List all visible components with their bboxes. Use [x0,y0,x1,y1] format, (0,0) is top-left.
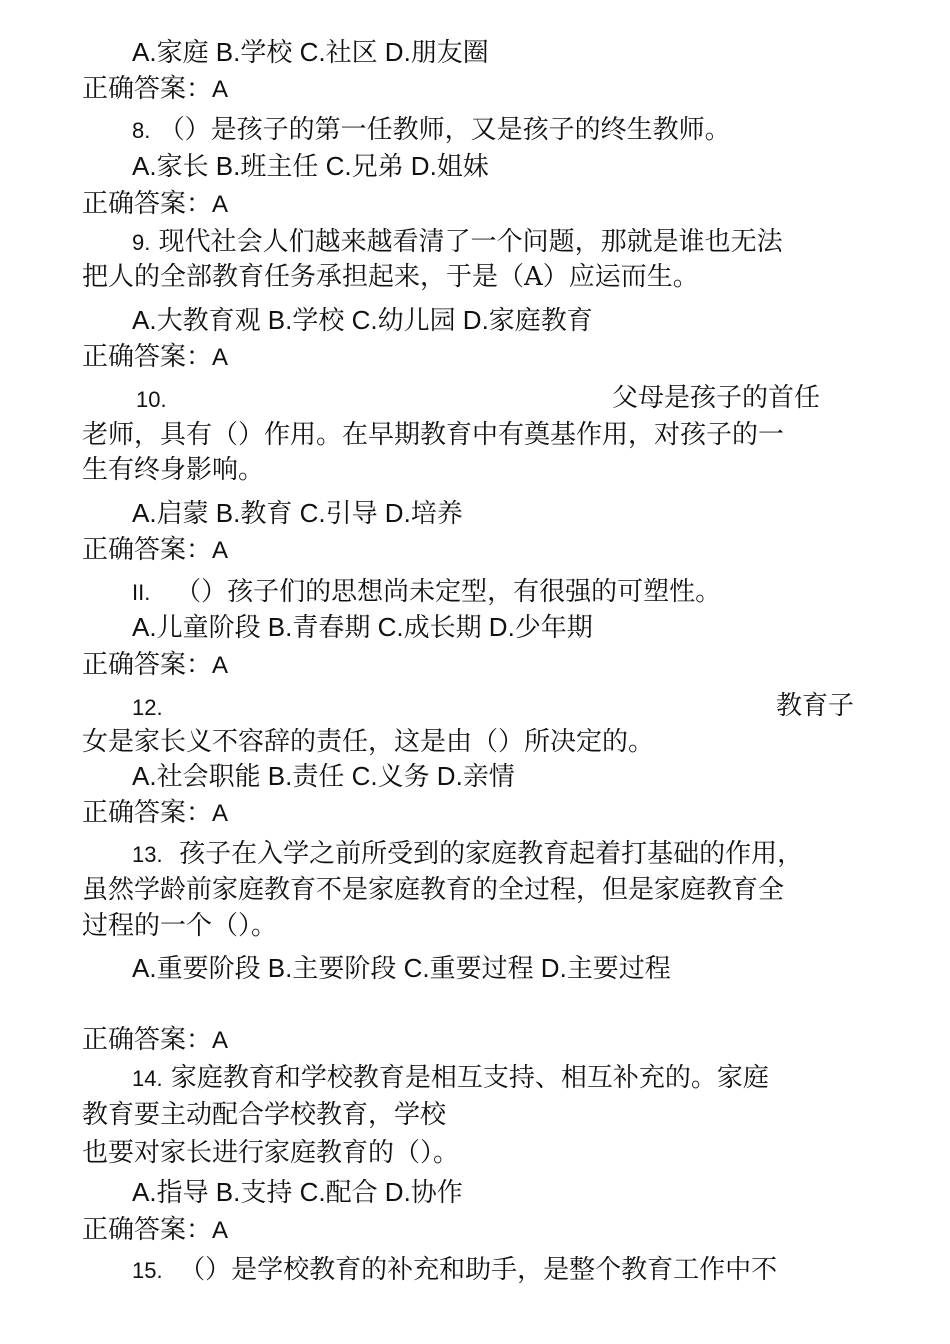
q10-question-line1: 父母是孩子的首任 [612,383,821,413]
q12-question-line1: 教育子 [776,691,855,721]
q11-answer [82,649,228,682]
q14-question-line3: 也要对家长进行家庭教育的（）。 [82,1138,460,1168]
q9-question-line1 [132,226,783,259]
question-number: 15. [132,1258,163,1283]
q12-number: 12. [132,695,163,720]
answer-label: 正确答案： [82,74,213,104]
answer-value: A [212,76,229,103]
answer-label: 正确答案： [82,1025,213,1055]
answer-value: A [212,191,229,218]
q7-answer [82,73,228,106]
q10-options: A.启蒙 B.教育 C.引导 D.培养 [132,498,463,528]
q10-number: 10. [136,387,167,412]
q13-question-line1 [132,838,803,871]
question-text: （）是孩子的第一任教师，又是孩子的终生教师。 [158,115,731,145]
answer-value: A [212,800,229,827]
question-number: 13. [132,842,163,867]
question-text: （）是学校教育的补充和助手，是整个教育工作中不 [179,1255,778,1285]
answer-label: 正确答案： [82,189,213,219]
q9-options: A.大教育观 B.学校 C.幼儿园 D.家庭教育 [132,305,593,335]
q14-answer [82,1214,228,1247]
q7-options: A.家庭 B.学校 C.社区 D.朋友圈 [132,37,489,67]
q8-answer [82,188,228,221]
q13-options: A.重要阶段 B.主要阶段 C.重要过程 D.主要过程 [132,953,671,983]
q11-question [132,576,721,609]
q9-question-line2: 把人的全部教育任务承担起来，于是（A）应运而生。 [82,262,699,292]
q13-answer [82,1024,228,1057]
question-text: 现代社会人们越来越看清了一个问题，那就是谁也无法 [158,227,783,257]
question-number: 9. [132,230,151,255]
answer-value: A [212,537,229,564]
q10-question-line2: 老师，具有（）作用。在早期教育中有奠基作用，对孩子的一 [82,420,785,450]
question-text: （）孩子们的思想尚未定型，有很强的可塑性。 [175,577,722,607]
answer-value: A [212,344,229,371]
q10-answer [82,534,228,567]
q15-question [132,1254,777,1287]
question-number: 8. [132,118,151,143]
answer-label: 正确答案： [82,798,213,828]
q12-answer [82,797,228,830]
question-number: II. [132,580,151,605]
q10-question-line3: 生有终身影响。 [82,455,265,485]
answer-value: A [212,1027,229,1054]
q13-question-line3: 过程的一个（）。 [82,911,278,941]
answer-value: A [212,652,229,679]
q8-question [132,114,731,147]
q12-options: A.社会职能 B.责任 C.义务 D.亲情 [132,761,515,791]
question-number: 14. [132,1066,163,1091]
answer-label: 正确答案： [82,535,213,565]
q12-question-line2: 女是家长义不容辞的责任，这是由（）所决定的。 [82,727,655,757]
question-text: 家庭教育和学校教育是相互支持、相互补充的。家庭 [170,1063,769,1093]
answer-label: 正确答案： [82,342,213,372]
answer-label: 正确答案： [82,1215,213,1245]
q14-question-line2: 教育要主动配合学校教育，学校 [82,1100,447,1130]
question-text: 孩子在入学之前所受到的家庭教育起着打基础的作用， [179,839,804,869]
answer-value: A [212,1217,229,1244]
q13-question-line2: 虽然学龄前家庭教育不是家庭教育的全过程，但是家庭教育全 [82,875,785,905]
q14-question-line1 [132,1062,769,1095]
q14-options: A.指导 B.支持 C.配合 D.协作 [132,1177,463,1207]
q11-options: A.儿童阶段 B.青春期 C.成长期 D.少年期 [132,612,593,642]
answer-label: 正确答案： [82,650,213,680]
q9-answer [82,341,228,374]
q8-options: A.家长 B.班主任 C.兄弟 D.姐妹 [132,151,489,181]
